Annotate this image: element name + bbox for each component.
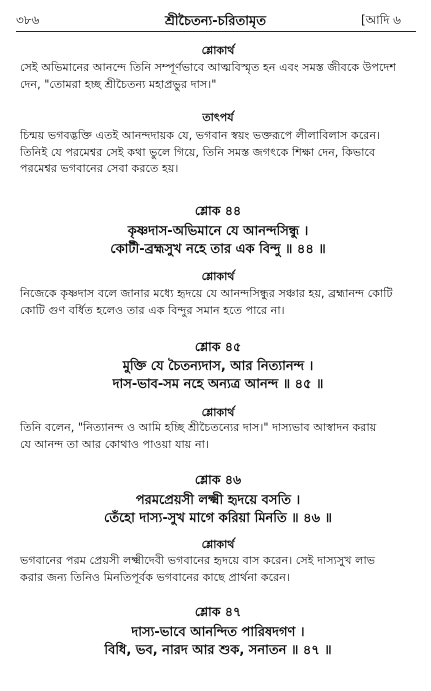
purport-heading: তাৎপর্য	[202, 111, 234, 124]
verse-text	[20, 492, 416, 528]
translation-paragraph	[20, 60, 416, 93]
text-line: তিনিই যে পরমেশ্বর সেই কথা ভুলে গিয়ে, তিনি সমস্ত জগৎকে শিক্ষা দেন, কিভাবে	[20, 145, 376, 159]
verse-line: দাস্য-ভাবে আনন্দিত পারিষদগণ ।	[131, 625, 305, 640]
text-line: সেই অভিমানের আনন্দে তিনি সম্পূর্ণভাবে আত্মবিস্মৃত হন এবং সমস্ত জীবকে উপদেশ	[20, 61, 397, 74]
verse-number: শ্লোক ৪৪	[194, 203, 242, 218]
verse-text	[20, 358, 416, 394]
translation-paragraph	[20, 286, 416, 319]
text-line: দেন, "তোমরা হচ্ছ শ্রীচৈতন্য মহাপ্রভুর দাস।"	[20, 77, 217, 91]
purport-paragraph	[20, 128, 416, 178]
translation-heading: শ্লোকার্থ	[201, 44, 235, 57]
verse-number: শ্লোক ৪৫	[194, 339, 242, 354]
verse-line: কোটী-ব্রহ্মসুখ নহে তার এক বিন্দু ॥ ৪৪ ॥	[110, 242, 326, 257]
verse-text	[20, 624, 416, 660]
text-line: ভগবানের পরম প্রেয়সী লক্ষ্মীদেবী ভগবানের হৃদয়ে বাস করেন। সেই দাস্যসুখ লাভ	[20, 554, 376, 567]
translation-paragraph	[20, 420, 416, 453]
section-reference: [আদি ৬	[360, 13, 401, 27]
verse-line: কৃষ্ণদাস-অভিমানে যে আনন্দসিন্ধু ।	[127, 224, 309, 239]
text-line: কোটি গুণ বর্ধিত হলেও তার এক বিন্দুর সমান হতে পারে না।	[20, 303, 285, 317]
text-line: নিজেকে কৃষ্ণদাস বলে জানার মধ্যে হৃদয়ে যে আনন্দসিন্ধুর সঞ্চার হয়, ব্রহ্মানন্দ কোটি	[20, 287, 393, 300]
text-line: করার জন্য তিনিও মিনতিপূর্বক ভগবানের কাছে প্রার্থনা করেন।	[20, 570, 290, 584]
text-line: যে আনন্দ তা আর কোথাও পাওয়া যায় না।	[20, 437, 209, 451]
verse-number: শ্লোক ৪৭	[194, 604, 242, 619]
text-line: তিনি বলেন, "নিত্যানন্দ ও আমি হচ্ছি শ্রীচৈতন্যের দাস।" দাস্যভাব আস্বাদন করায়	[20, 421, 377, 434]
translation-heading: শ্লোকার্থ	[201, 538, 235, 551]
text-line: পরমেশ্বর ভগবানের সেবা করতে হয়।	[20, 162, 179, 175]
verse-text	[20, 223, 416, 259]
verse-line: দাস-ভাব-সম নহে অন্যত্র আনন্দ ॥ ৪৫ ॥	[112, 377, 324, 392]
translation-paragraph	[20, 553, 416, 586]
text-line: চিন্ময় ভগবদ্ভক্তি এতই আনন্দদায়ক যে, ভগবান স্বয়ং ভক্তরূপে লীলাবিলাস করেন।	[20, 129, 381, 142]
translation-heading: শ্লোকার্থ	[201, 406, 235, 419]
verse-line: মুক্তি যে চৈতন্যদাস, আর নিত্যানন্দ ।	[122, 359, 314, 374]
book-title: শ্রীচৈতন্য-চরিতামৃত	[164, 14, 267, 29]
verse-line: পরমপ্রেয়সী লক্ষ্মী হৃদয়ে বসতি ।	[135, 493, 301, 508]
page-number: ৩৮৬	[16, 13, 40, 27]
verse-number: শ্লোক ৪৬	[194, 472, 242, 487]
header-rule	[16, 31, 416, 32]
verse-line: তেঁহো দাস্য-সুখ মাগে করিয়া মিনতি ॥ ৪৬ ॥	[104, 511, 332, 526]
verse-line: বিধি, ভব, নারদ আর শুক, সনাতন ॥ ৪৭ ॥	[104, 643, 332, 658]
translation-heading: শ্লোকার্থ	[201, 270, 235, 283]
